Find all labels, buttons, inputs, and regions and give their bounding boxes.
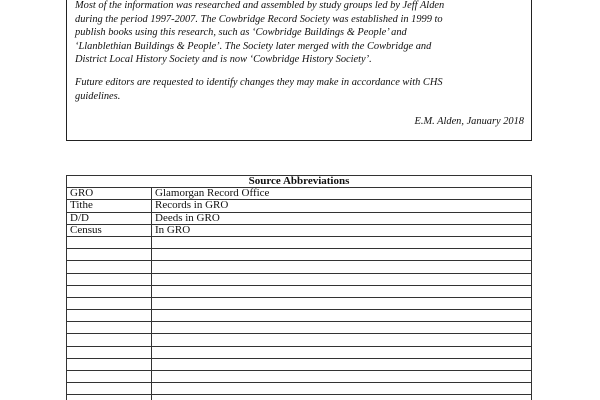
abbreviation-code-cell [67,383,152,395]
note-line: guidelines. [75,90,121,102]
table-row [67,236,532,248]
abbreviation-meaning-cell [152,310,532,322]
abbreviation-meaning-cell [152,383,532,395]
abbreviation-meaning-cell: Records in GRO [152,200,532,212]
abbreviation-meaning-cell: In GRO [152,224,532,236]
note-line: Most of the information was researched and assembled by study groups led by Jeff Alden [75,0,445,11]
note-line: ‘Llanblethian Buildings & People’. The Society later merged with the Cowbridge and [75,40,432,52]
table-header-row [67,176,532,188]
abbreviation-code-cell [67,249,152,261]
note-paragraph-research [75,0,524,67]
abbreviation-meaning-cell [152,334,532,346]
table-row [67,273,532,285]
abbreviation-code-cell [67,261,152,273]
source-abbreviations-table [66,175,532,400]
table-body [67,188,532,400]
note-line: District Local History Society and is now ‘Cowbridge History Society’. [75,54,372,66]
abbreviation-code-cell [67,358,152,370]
note-line: during the period 1997-2007. The Cowbridge Record Society was established in 1999 to [75,13,443,25]
table-row [67,200,532,212]
table-title: Source Abbreviations [67,176,532,188]
abbreviation-meaning-cell [152,285,532,297]
editor-note-box [66,0,532,141]
abbreviation-code-cell [67,285,152,297]
table-row [67,346,532,358]
table-row [67,395,532,400]
note-signature: E.M. Alden, January 2018 [414,116,524,128]
table-row [67,334,532,346]
abbreviation-meaning-cell [152,261,532,273]
abbreviation-code-cell: GRO [67,188,152,200]
abbreviation-meaning-cell: Deeds in GRO [152,212,532,224]
table-row [67,285,532,297]
abbreviation-code-cell [67,371,152,383]
note-line: Future editors are requested to identify changes they may make in accordance with CHS [75,76,443,88]
abbreviation-meaning-cell [152,371,532,383]
abbreviation-code-cell [67,395,152,400]
table-row [67,322,532,334]
abbreviation-meaning-cell [152,273,532,285]
abbreviation-meaning-cell [152,322,532,334]
abbreviation-meaning-cell [152,358,532,370]
abbreviation-code-cell [67,297,152,309]
abbreviation-meaning-cell [152,395,532,400]
abbreviation-code-cell [67,236,152,248]
abbreviation-meaning-cell [152,236,532,248]
table-row [67,310,532,322]
abbreviation-code-cell: Tithe [67,200,152,212]
table-row [67,371,532,383]
table-row [67,261,532,273]
abbreviation-meaning-cell: Glamorgan Record Office [152,188,532,200]
table-row [67,224,532,236]
abbreviation-code-cell [67,334,152,346]
abbreviation-code-cell [67,310,152,322]
abbreviation-code-cell [67,322,152,334]
abbreviation-code-cell [67,346,152,358]
table-row [67,249,532,261]
table-row [67,383,532,395]
abbreviation-code-cell: D/D [67,212,152,224]
table-row [67,188,532,200]
table-row [67,358,532,370]
abbreviation-code-cell: Census [67,224,152,236]
note-paragraph-editors [75,76,524,103]
note-line: publish books using this research, such as ‘Cowbridge Buildings & People’ and [75,27,407,39]
table-row [67,212,532,224]
abbreviation-meaning-cell [152,297,532,309]
table-row [67,297,532,309]
abbreviation-meaning-cell [152,346,532,358]
abbreviation-meaning-cell [152,249,532,261]
abbreviation-code-cell [67,273,152,285]
